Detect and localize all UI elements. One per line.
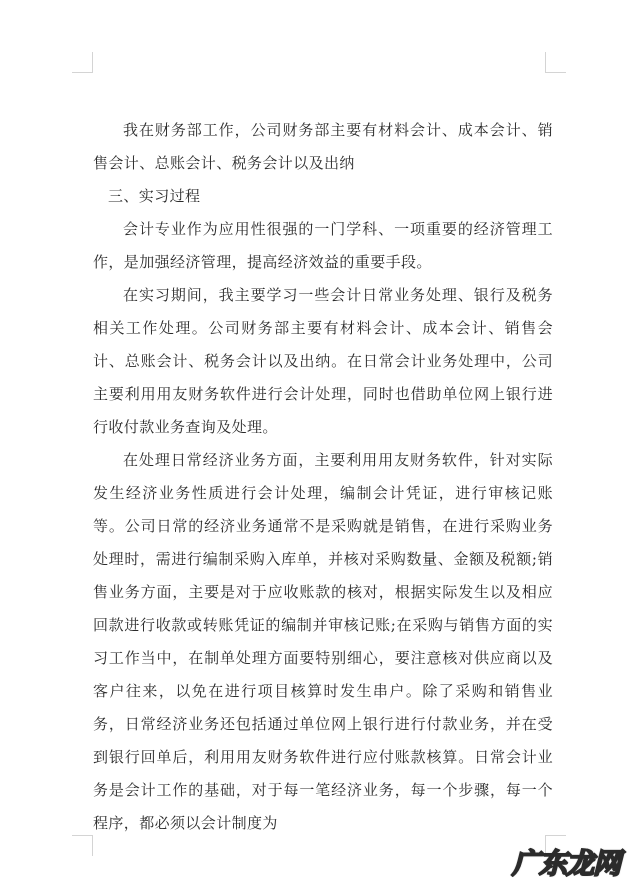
document-body: [93, 114, 553, 840]
paragraph-internship-period: 在实习期间，我主要学习一些会计日常业务处理、银行及税务相关工作处理。公司财务部主要有材料会计、成本会计、销售会计、总账会计、税务会计以及出纳。在日常会计业务处理中，公司主要利用用友财务软件进行会计处理，同时也借助单位网上银行进行收付款业务查询及处理。: [93, 286, 553, 436]
watermark-logo: 广东龙网: [512, 847, 621, 880]
section-heading-internship-process: 三、实习过程: [108, 187, 201, 205]
crop-mark-bottom-left: [72, 835, 93, 856]
crop-mark-top-left: [72, 52, 93, 73]
paragraph-accounting-importance: 会计专业作为应用性很强的一门学科、一项重要的经济管理工作，是加强经济管理，提高经济效益的重要手段。: [93, 220, 553, 271]
crop-mark-top-right: [545, 52, 566, 73]
paragraph-finance-department: 我在财务部工作，公司财务部主要有材料会计、成本会计、销售会计、总账会计、税务会计以及出纳: [93, 121, 553, 172]
paragraph-daily-business: 在处理日常经济业务方面，主要利用用友财务软件，针对实际发生经济业务性质进行会计处理，编制会计凭证，进行审核记账等。公司日常的经济业务通常不是采购就是销售，在进行采购业务处理时，需进行编制采购入库单，并核对采购数量、金额及税额;销售业务方面，主要是对于应收账款的核对，根据实际发生以及相应回款进行收款或转账凭证的编制并审核记账;在采购与销售方面的实习工作当中，在制单处理方面要特别细心，要注意核对供应商以及客户往来，以免在进行项目核算时发生串户。除了采购和销售业务，日常经济业务还包括通过单位网上银行进行付款业务，并在受到银行回单后，利用用友财务软件进行应付账款核算。日常会计业务是会计工作的基础，对于每一笔经济业务，每一个步骤，每一个程序，都必须以会计制度为: [93, 451, 553, 832]
